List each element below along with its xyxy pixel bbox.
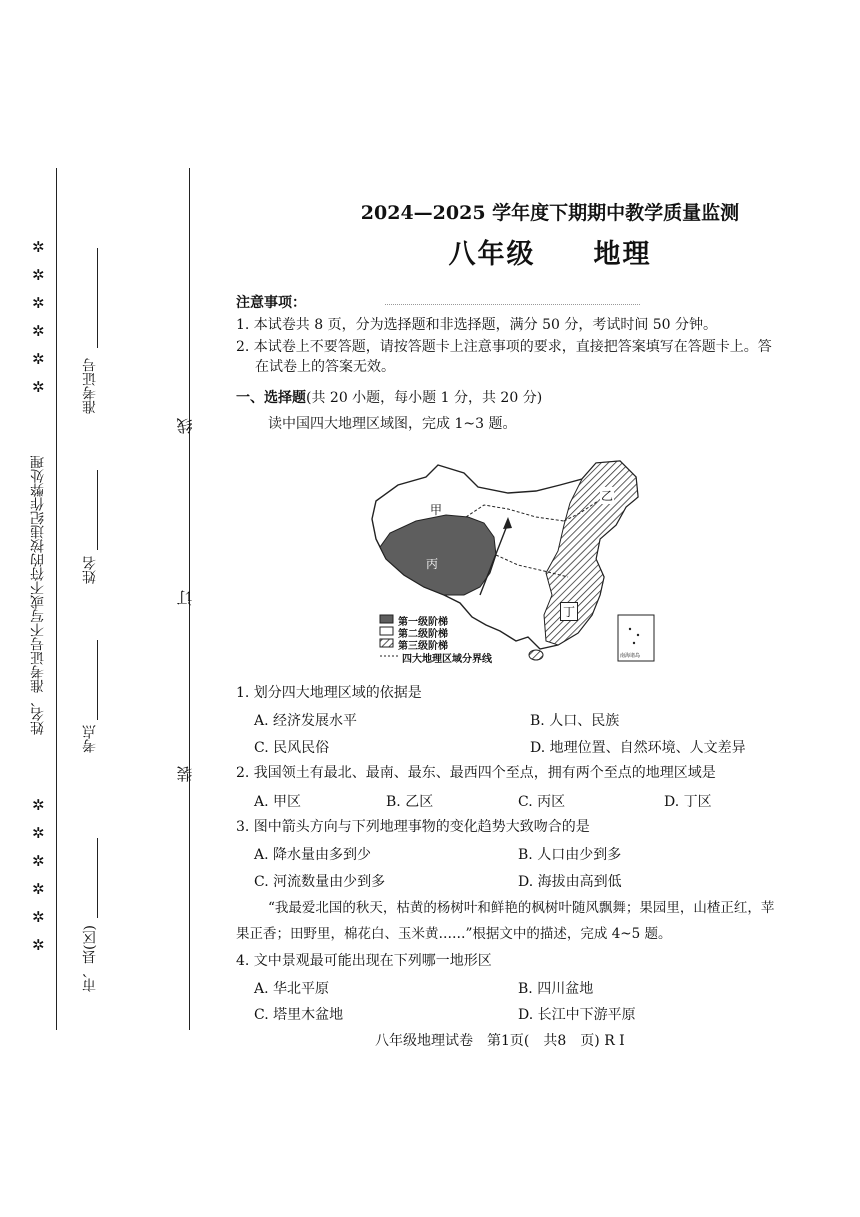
q3-option-d: D. 海拔由高到低 (518, 874, 622, 890)
legend-label-tier2: 第二级阶梯 (398, 629, 448, 640)
q2-option-d: D. 丁区 (664, 794, 712, 810)
q4-option-d: D. 长江中下游平原 (518, 1007, 636, 1023)
tick-bind: 装 (176, 766, 195, 782)
q1-option-b: B. 人口、民族 (530, 713, 620, 729)
inset-dot (629, 628, 631, 630)
star-icon: ✲ (32, 908, 45, 926)
tick-staple: 订 (176, 590, 195, 606)
star-icon: ✲ (32, 294, 45, 312)
inset-dot (633, 642, 635, 644)
legend-swatch-tier1 (380, 615, 393, 623)
q1-stem: 1. 划分四大地理区域的依据是 (236, 685, 422, 701)
q2-option-b: B. 乙区 (386, 794, 434, 810)
field-name-underline (97, 470, 98, 550)
star-icon: ✲ (32, 350, 45, 368)
region-label-bing: 丙 (426, 557, 439, 571)
section-intro: 读中国四大地理区域图，完成 1~3 题。 (268, 416, 517, 432)
star-icon: ✲ (32, 852, 45, 870)
star-icon: ✲ (32, 266, 45, 284)
q4-option-a: A. 华北平原 (254, 981, 330, 997)
region-label-yi: 乙 (601, 489, 614, 503)
legend-label-tier3: 第三级阶梯 (398, 641, 448, 652)
binding-warning: 姓名、准考证号不写或不符的按违纪作弊处理 (30, 455, 46, 735)
star-icon: ✲ (32, 796, 45, 814)
q1-option-c: C. 民风民俗 (254, 740, 330, 756)
star-icon: ✲ (32, 238, 45, 256)
field-city-underline (97, 838, 98, 918)
q1-option-a: A. 经济发展水平 (254, 713, 358, 729)
q2-stem: 2. 我国领土有最北、最南、最东、最西四个至点，拥有两个至点的地理区域是 (236, 765, 716, 781)
exam-title: 2024—2025 学年度下期期中教学质量监测 (360, 202, 740, 224)
region-label-ding: 丁 (560, 602, 578, 621)
q1-option-d: D. 地理位置、自然环境、人文差异 (530, 740, 746, 756)
q3-option-b: B. 人口由少到多 (518, 847, 622, 863)
q3-stem: 3. 图中箭头方向与下列地理事物的变化趋势大致吻合的是 (236, 819, 590, 835)
binding-line-outer (56, 168, 57, 1030)
notice-item-2-cont: 在试卷上的答案无效。 (255, 359, 395, 375)
field-ticket-number: 准考证号 (82, 358, 98, 414)
field-exam-site: 考点 (82, 725, 98, 753)
china-regions-map (368, 455, 668, 677)
field-city: 市、县(区) (82, 925, 98, 992)
passage-line-2: 果正香；田野里，棉花白、玉米黄……”根据文中的描述，完成 4~5 题。 (236, 926, 672, 942)
passage-line-1: “我最爱北国的秋天，枯黄的杨树叶和鲜艳的枫树叶随风飘舞；果园里，山楂正红，苹 (268, 900, 775, 916)
section-heading: 一、选择题 (236, 390, 306, 406)
exam-subject: 八年级 地理 (448, 239, 652, 270)
region-label-jia: 甲 (430, 503, 443, 517)
notice-item-1: 1. 本试卷共 8 页，分为选择题和非选择题，满分 50 分，考试时间 50 分钟。 (236, 317, 718, 333)
star-icon: ✲ (32, 322, 45, 340)
star-icon: ✲ (32, 824, 45, 842)
star-icon: ✲ (32, 378, 45, 396)
tick-line: 线 (176, 418, 195, 434)
field-name: 姓名 (82, 556, 98, 584)
legend-label-boundary: 四大地理区域分界线 (402, 654, 492, 665)
notice-heading: 注意事项： (236, 295, 306, 311)
legend-label-tier1: 第一级阶梯 (398, 617, 448, 628)
q4-option-c: C. 塔里木盆地 (254, 1007, 344, 1023)
star-icon: ✲ (32, 880, 45, 898)
q4-stem: 4. 文中景观最可能出现在下列哪一地形区 (236, 953, 492, 969)
q2-option-c: C. 丙区 (518, 794, 566, 810)
q4-option-b: B. 四川盆地 (518, 981, 594, 997)
legend-swatch-tier3 (380, 639, 393, 647)
section-note: (共 20 小题，每小题 1 分，共 20 分) (306, 390, 543, 406)
q3-option-a: A. 降水量由多到少 (254, 847, 372, 863)
star-icon: ✲ (32, 936, 45, 954)
notice-dotted-rule (385, 304, 640, 305)
q2-option-a: A. 甲区 (254, 794, 302, 810)
inset-dot (637, 634, 639, 636)
field-ticket-underline (97, 248, 98, 348)
page-footer: 八年级地理试卷 第1页( 共8 页) R I (375, 1033, 625, 1049)
hainan-island (529, 650, 543, 660)
field-exam-site-underline (97, 640, 98, 720)
section-heading-row (236, 389, 542, 407)
inset-label: 南海诸岛 (620, 653, 641, 659)
notice-item-2: 2. 本试卷上不要答题，请按答题卡上注意事项的要求，直接把答案填写在答题卡上。答 (236, 339, 772, 355)
q3-option-c: C. 河流数量由少到多 (254, 874, 386, 890)
legend-swatch-tier2 (380, 627, 393, 635)
